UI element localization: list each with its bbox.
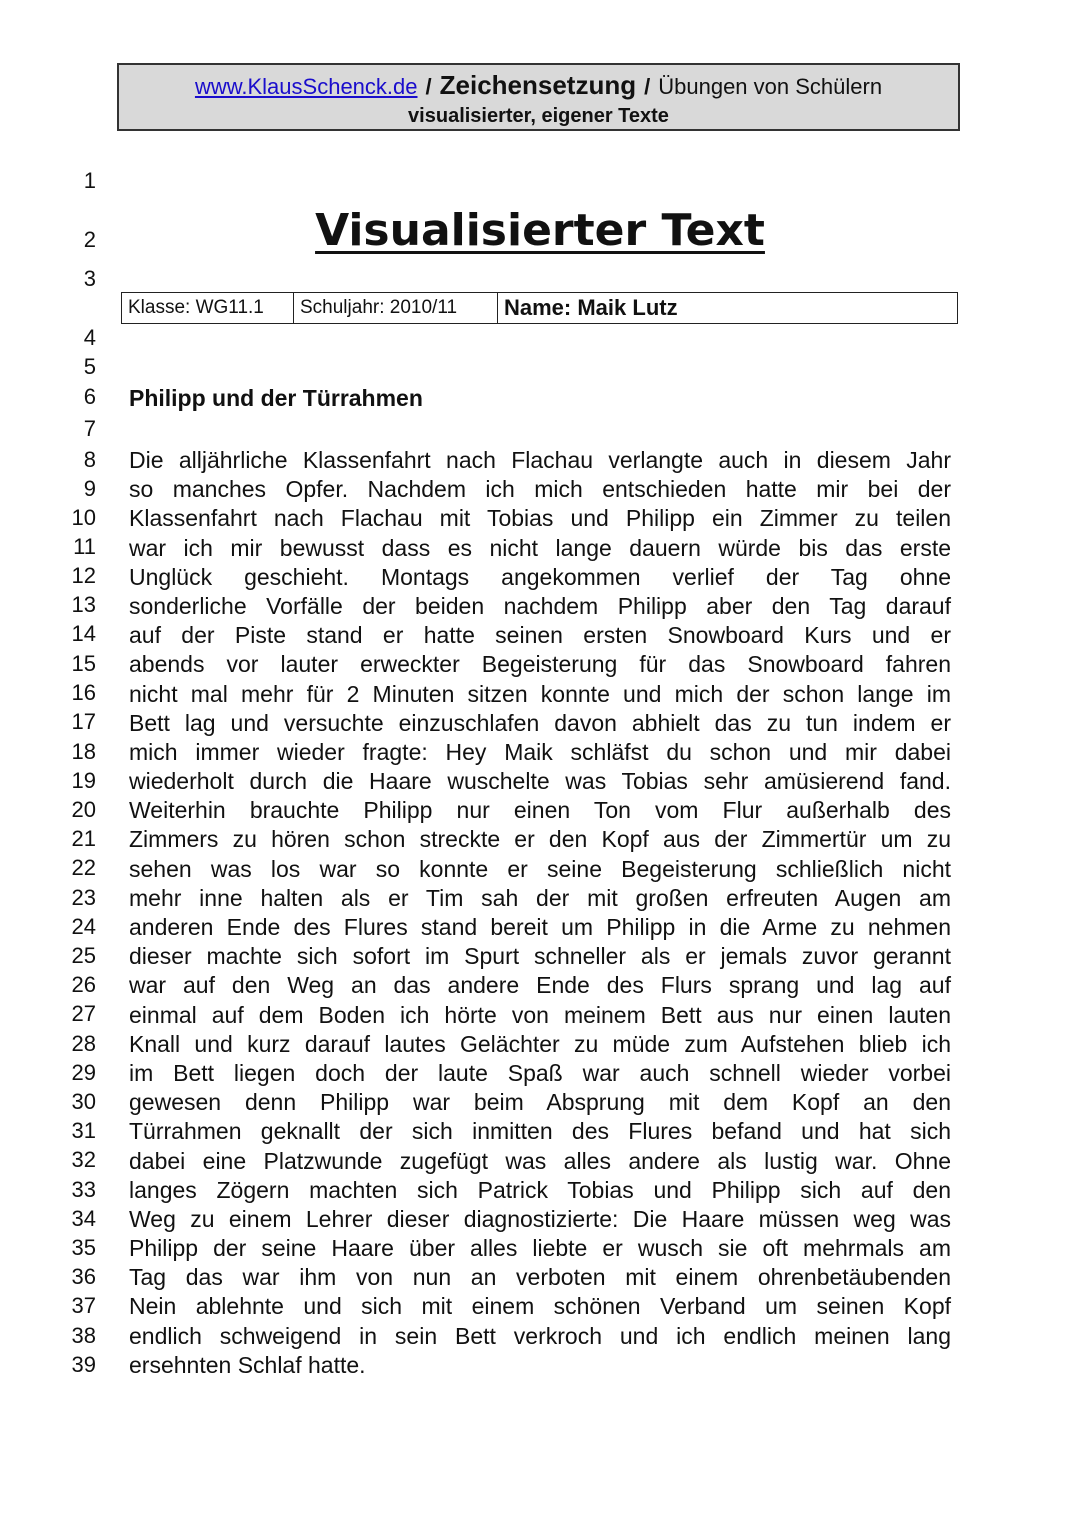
text-line: Philipp der seine Haare über alles liebte er wusch sie oft mehrmals am	[129, 1235, 951, 1262]
student-name-cell: Name: Maik Lutz	[498, 293, 958, 324]
text-line: Weiterhin brauchte Philipp nur einen Ton vom Flur außerhalb des	[129, 797, 951, 824]
line-number: 18	[71, 739, 96, 764]
line-number: 11	[73, 534, 96, 559]
page-title: Visualisierter Text	[315, 205, 765, 256]
line-number: 5	[83, 354, 96, 379]
text-line: dieser machte sich sofort im Spurt schneller als er jemals zuvor gerannt	[129, 943, 951, 970]
line-number: 20	[71, 797, 96, 822]
line-number: 37	[71, 1293, 96, 1318]
text-line: im Bett liegen doch der laute Spaß war auch schnell wieder vorbei	[129, 1059, 951, 1086]
text-line: Die alljährliche Klassenfahrt nach Flachau verlangte auch in diesem Jahr	[129, 447, 951, 473]
header-line-2: visualisierter, eigener Texte	[408, 105, 669, 127]
line-number: 35	[71, 1235, 96, 1260]
line-number: 29	[71, 1060, 96, 1085]
text-line: nicht mal mehr für 2 Minuten sitzen konnte und mich der schon lange im	[129, 680, 951, 707]
text-line: Zimmers zu hören schon streckte er den Kopf aus der Zimmertür um zu	[129, 826, 951, 853]
line-number: 31	[71, 1118, 96, 1143]
text-line: endlich schweigend in sein Bett verkroch und ich endlich meinen lang	[129, 1322, 951, 1349]
text-line: Türrahmen geknallt der sich inmitten des Flures befand und hat sich	[129, 1118, 951, 1145]
line-number: 34	[71, 1206, 96, 1231]
line-number: 10	[71, 505, 96, 530]
line-number: 15	[71, 651, 96, 676]
line-number: 9	[83, 476, 96, 501]
line-number: 4	[83, 325, 96, 350]
class-cell: Klasse: WG11.1	[122, 293, 294, 324]
text-line: Knall und kurz darauf lautes Gelächter zu müde zum Aufstehen blieb ich	[129, 1030, 951, 1057]
text-line: war auf den Weg an das andere Ende des Flurs sprang und lag auf	[129, 972, 951, 999]
text-line: ersehnten Schlaf hatte.	[129, 1351, 366, 1378]
line-number: 13	[71, 592, 96, 617]
header-topic: Zeichensetzung	[439, 70, 637, 100]
info-table	[121, 292, 958, 324]
text-line: einmal auf dem Boden ich hörte von meinem Bett aus nur einen lauten	[129, 1001, 951, 1028]
document-header	[117, 63, 960, 131]
text-line: Tag das war ihm von nun an verboten mit einem ohrenbetäubenden	[129, 1264, 951, 1291]
text-line: sonderliche Vorfälle der beiden nachdem Philipp aber den Tag darauf	[129, 592, 951, 619]
header-separator-1: /	[425, 74, 432, 99]
text-line: Bett lag und versuchte einzuschlafen davon abhielt das zu tun indem er	[129, 709, 951, 736]
line-number: 17	[71, 709, 96, 734]
text-line: anderen Ende des Flures stand bereit um Philipp in die Arme zu nehmen	[129, 914, 951, 940]
line-number: 19	[71, 768, 96, 793]
text-line: Nein ablehnte und sich mit einem schönen Verband um seinen Kopf	[129, 1293, 951, 1320]
line-number: 23	[71, 885, 96, 910]
header-subtitle: Übungen von Schülern	[658, 74, 883, 99]
line-number: 38	[71, 1323, 96, 1348]
line-number: 25	[71, 943, 96, 968]
school-year-cell: Schuljahr: 2010/11	[294, 293, 498, 324]
text-line: Weg zu einem Lehrer dieser diagnostizierte: Die Haare müssen weg was	[129, 1205, 951, 1232]
text-line: mehr inne halten als er Tim sah der mit großen erfreuten Augen am	[129, 884, 951, 911]
line-number: 32	[71, 1147, 96, 1172]
story-text	[129, 446, 951, 1380]
story-heading: Philipp und der Türrahmen	[129, 385, 423, 411]
line-number: 21	[71, 826, 96, 851]
line-number: 8	[83, 447, 96, 472]
line-number: 6	[83, 384, 96, 409]
text-line: war ich mir bewusst dass es nicht lange dauern würde bis das erste	[129, 534, 951, 561]
text-line: sehen was los war so konnte er seine Begeisterung schließlich nicht	[129, 855, 951, 882]
line-number: 33	[71, 1177, 96, 1202]
header-line-1	[119, 70, 958, 101]
line-number: 7	[83, 416, 96, 441]
website-link[interactable]: www.KlausSchenck.de	[194, 74, 418, 99]
line-number: 39	[71, 1352, 96, 1377]
line-number: 3	[83, 266, 96, 291]
line-number: 12	[71, 563, 96, 588]
header-separator-2: /	[644, 74, 651, 99]
line-number: 36	[71, 1264, 96, 1289]
line-number: 22	[71, 855, 96, 880]
text-line: dabei eine Platzwunde zugefügt was alles andere als lustig war. Ohne	[129, 1147, 951, 1174]
text-line: Unglück geschieht. Montags angekommen verlief der Tag ohne	[129, 563, 951, 590]
text-line: gewesen denn Philipp war beim Absprung mit dem Kopf an den	[129, 1089, 951, 1116]
text-line: auf der Piste stand er hatte seinen ersten Snowboard Kurs und er	[129, 622, 951, 649]
line-number: 27	[71, 1001, 96, 1026]
line-number: 30	[71, 1089, 96, 1114]
text-line: mich immer wieder fragte: Hey Maik schläfst du schon und mir dabei	[129, 738, 951, 765]
text-line: langes Zögern machten sich Patrick Tobias und Philipp sich auf den	[129, 1176, 951, 1203]
line-number: 28	[71, 1031, 96, 1056]
text-line: Klassenfahrt nach Flachau mit Tobias und Philipp ein Zimmer zu teilen	[129, 505, 951, 532]
line-number: 2	[83, 227, 96, 252]
text-line: so manches Opfer. Nachdem ich mich entschieden hatte mir bei der	[129, 476, 951, 503]
line-number: 14	[71, 621, 96, 646]
text-line: abends vor lauter erweckter Begeisterung für das Snowboard fahren	[129, 651, 951, 678]
line-number: 26	[71, 972, 96, 997]
text-line: wiederholt durch die Haare wuschelte was Tobias sehr amüsierend fand.	[129, 768, 951, 795]
line-number: 1	[83, 168, 96, 193]
line-number: 16	[71, 680, 96, 705]
line-number: 24	[71, 914, 96, 939]
